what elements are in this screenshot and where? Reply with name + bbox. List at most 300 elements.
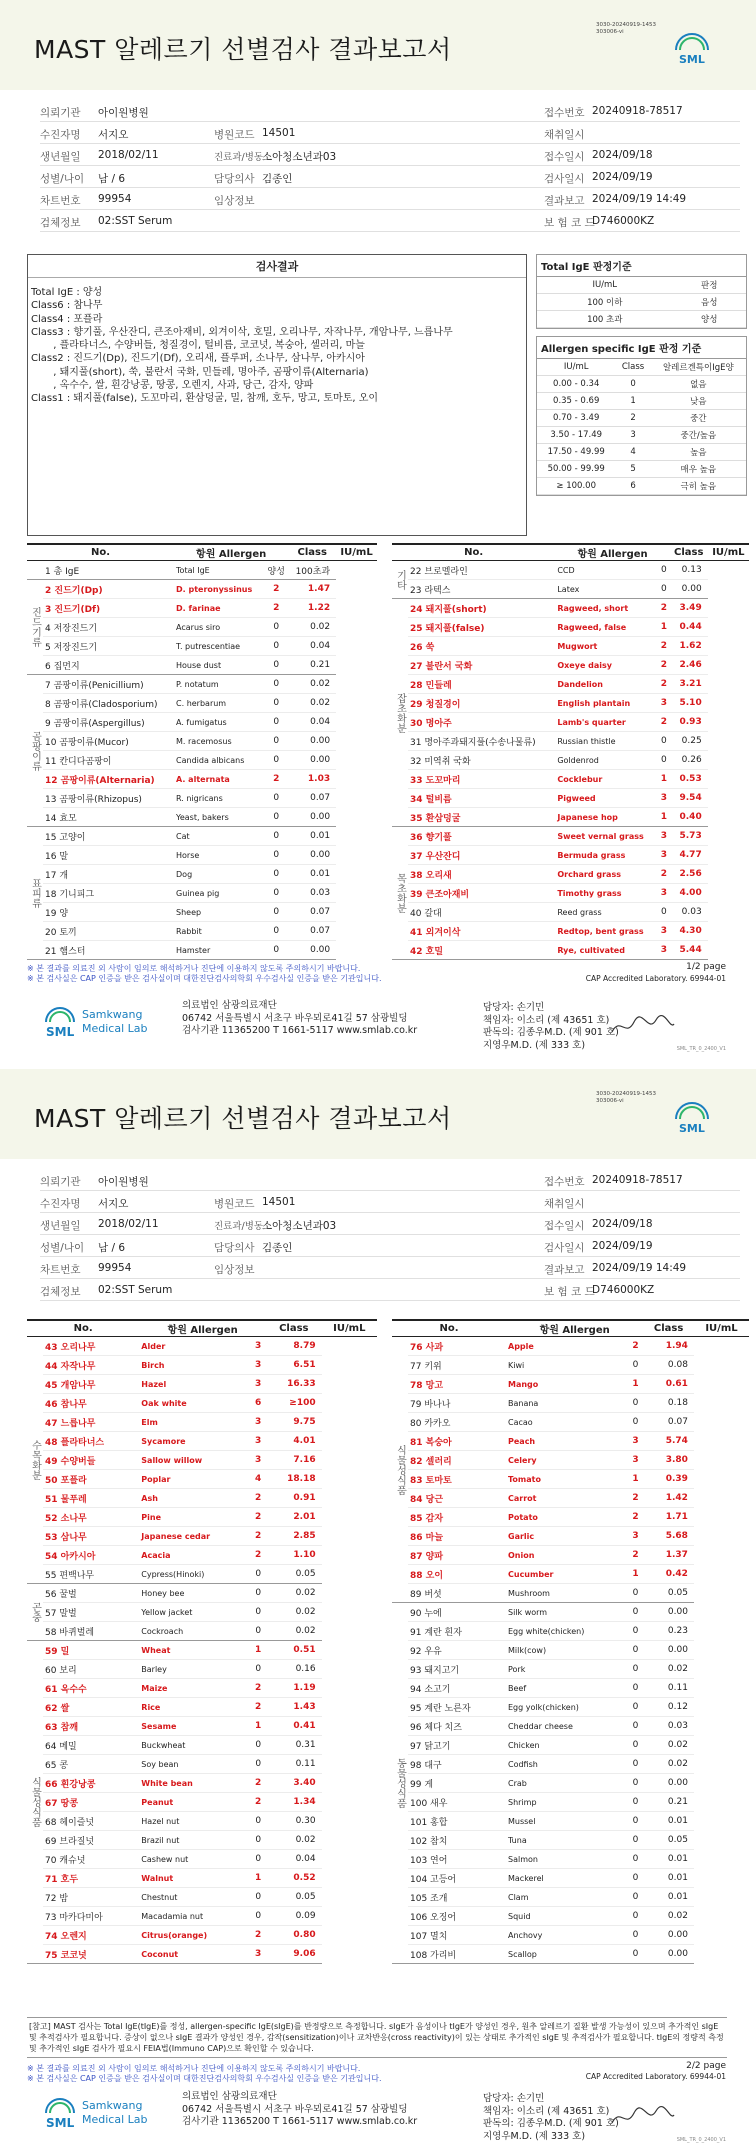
- hospital-code-value: 14501: [262, 1196, 296, 1208]
- footer-address: [182, 2091, 417, 2129]
- allergen-row: [27, 1641, 377, 1660]
- allergen-english: Codfish: [506, 1755, 628, 1774]
- allergen-class: 0: [628, 1736, 644, 1755]
- dob-value: 2018/02/11: [98, 149, 159, 161]
- allergen-name: 47 느릅나무: [43, 1413, 139, 1432]
- allergen-class: 0: [264, 618, 288, 637]
- doc-code-line: 3030-20240919-1453: [596, 22, 656, 28]
- allergen-class: 0: [264, 865, 288, 884]
- allergen-value: 0.02: [643, 1660, 694, 1679]
- footer-org: 의료법인 삼광의료재단: [182, 1000, 277, 1011]
- allergen-value: 0.03: [288, 884, 336, 903]
- allergen-value: 0.21: [288, 656, 336, 675]
- criteria-row: [537, 311, 746, 328]
- allergen-value: 0.04: [288, 713, 336, 732]
- criteria-row: [537, 376, 746, 393]
- allergen-row: [27, 694, 377, 713]
- allergen-name: 13 곰팡이류(Rhizopus): [43, 789, 174, 808]
- allergen-english: Timothy grass: [555, 884, 658, 903]
- allergen-value: 1.22: [288, 599, 336, 618]
- allergen-english: Cashew nut: [139, 1850, 250, 1869]
- allergen-value: 9.75: [266, 1413, 322, 1432]
- allergen-group: [27, 561, 43, 580]
- allergen-row: [392, 1508, 749, 1527]
- allergen-name: 5 저장진드기: [43, 637, 174, 656]
- allergen-value: 0.93: [670, 713, 708, 732]
- info-row: [40, 100, 740, 122]
- allergen-name: 54 아카시아: [43, 1546, 139, 1565]
- allergen-value: 2.01: [266, 1508, 322, 1527]
- allergen-english: Beef: [506, 1679, 628, 1698]
- allergen-row: [392, 694, 749, 713]
- allergen-english: Sallow willow: [139, 1451, 250, 1470]
- criteria-cell: 0: [615, 376, 650, 393]
- allergen-class: 0: [628, 1603, 644, 1622]
- allergen-row: [27, 1698, 377, 1717]
- allergen-value: 0.52: [266, 1869, 322, 1888]
- samkwang-logo-icon: [44, 2091, 174, 2131]
- allergen-value: 3.21: [670, 675, 708, 694]
- info-row: [40, 1169, 740, 1191]
- allergen-name: 53 삼나무: [43, 1527, 139, 1546]
- allergen-name: 76 사과: [408, 1337, 506, 1356]
- svg-text:Medical Lab: Medical Lab: [82, 2113, 148, 2126]
- svg-text:SML: SML: [679, 1122, 705, 1135]
- allergen-name: 40 갈대: [408, 903, 555, 922]
- allergen-group: 표피류: [27, 827, 43, 960]
- allergen-row: [392, 1774, 749, 1793]
- allergen-english: Sweet vernal grass: [555, 827, 658, 846]
- allergen-name: 17 개: [43, 865, 174, 884]
- allergen-class: 0: [264, 789, 288, 808]
- allergen-row: [392, 1679, 749, 1698]
- allergen-value: 0.05: [266, 1888, 322, 1907]
- allergen-row: [27, 1356, 377, 1375]
- allergen-row: [392, 1603, 749, 1622]
- allergen-row: [392, 1546, 749, 1565]
- allergen-english: Pigweed: [555, 789, 658, 808]
- allergen-class: 0: [264, 846, 288, 865]
- criteria-header: IU/mL: [537, 359, 615, 376]
- allergen-row: [27, 1679, 377, 1698]
- allergen-row: [392, 637, 749, 656]
- footer-signers: [483, 2093, 619, 2143]
- dept-value: 소아청소년과03: [262, 1220, 337, 1232]
- allergen-row: [392, 922, 749, 941]
- allergen-class: 1: [658, 770, 670, 789]
- allergen-value: 1.03: [288, 770, 336, 789]
- allergen-class: 2: [250, 1546, 266, 1565]
- allergen-group: 식물성식품: [392, 1337, 408, 1603]
- allergen-name: 66 흰강낭콩: [43, 1774, 139, 1793]
- allergen-row: [27, 1375, 377, 1394]
- allergen-english: Pine: [139, 1508, 250, 1527]
- allergen-value: 0.03: [670, 903, 708, 922]
- cap-accredited: CAP Accredited Laboratory. 69944-01: [585, 974, 726, 983]
- allergen-english: Tuna: [506, 1831, 628, 1850]
- allergen-group: 수목화분: [27, 1337, 43, 1584]
- allergen-name: 74 오렌지: [43, 1926, 139, 1945]
- info-row: [40, 1235, 740, 1257]
- allergen-english: D. farinae: [174, 599, 264, 618]
- allergen-english: House dust: [174, 656, 264, 675]
- allergen-value: 0.12: [643, 1698, 694, 1717]
- dob-value: 2018/02/11: [98, 1218, 159, 1230]
- criteria-header: 알레르겐특이IgE양: [651, 359, 746, 376]
- allergen-english: Russian thistle: [555, 732, 658, 751]
- allergen-class: 0: [628, 1907, 644, 1926]
- allergen-name: 95 계란 노른자: [408, 1698, 506, 1717]
- allergen-name: 104 고등어: [408, 1869, 506, 1888]
- allergen-english: R. nigricans: [174, 789, 264, 808]
- allergen-value: 0.23: [643, 1622, 694, 1641]
- allergen-class: 0: [264, 922, 288, 941]
- allergen-row: [392, 1660, 749, 1679]
- allergen-english: Mushroom: [506, 1584, 628, 1603]
- sex-age-value: 남 / 6: [98, 1242, 126, 1254]
- allergen-english: Wheat: [139, 1641, 250, 1660]
- allergen-class: 3: [250, 1337, 266, 1356]
- clinical-label: 임상정보: [214, 1264, 255, 1276]
- allergen-name: 69 브라질넛: [43, 1831, 139, 1850]
- allergen-english: Japanese hop: [555, 808, 658, 827]
- allergen-group: 진드기류: [27, 580, 43, 675]
- allergen-value: 0.02: [266, 1622, 322, 1641]
- allergen-row: [27, 922, 377, 941]
- allergen-english: Crab: [506, 1774, 628, 1793]
- version-code: SML_TR_0_2400_V1: [676, 1046, 726, 1052]
- chart-no-value: 99954: [98, 193, 132, 205]
- allergen-value: 0.03: [643, 1717, 694, 1736]
- allergen-row: [392, 599, 749, 618]
- allergen-row: [27, 1546, 377, 1565]
- results-body: Total IgE : 양성 Class6 : 참나무 Class4 : 포플라 Class3 : 향기풀, 우산잔디, 큰조아재비, 외겨이삭, 호밀, 오리나무, 자작나무, 개암나무, 느릅나무 , 플라타너스, 수양버들, 청질경이, 털비름, 코코넛, 복숭아, 셀러리, 마늘 Class2 : 진드기(Dp), 진드기(Df), 오리새, 플루퍼, 소나무, 삼나무, 아카시아 , 돼지풀(short), 쑥, 불란서 국화, 민들레, 명아주, 곰팡이류(Alternaria) , 옥수수, 쌀, 흰강낭콩, 땅콩, 오렌지, 사과, 당근, 감자, 양파 Class1 : 돼지풀(false), 도꼬마리, 환삼덩굴, 밀, 참깨, 호두, 망고, 토마토, 오이: [31, 287, 453, 405]
- sex-age-value: 남 / 6: [98, 173, 126, 185]
- criteria-row: [537, 444, 746, 461]
- allergen-class: 2: [264, 770, 288, 789]
- criteria-cell: ≥ 100.00: [537, 478, 615, 495]
- allergen-name: 58 바퀴벌레: [43, 1622, 139, 1641]
- allergen-class: 3: [250, 1432, 266, 1451]
- receipt-date-value: 2024/09/18: [592, 1218, 653, 1230]
- allergen-class: 6: [250, 1394, 266, 1413]
- warning-note: ※ 본 결과를 의료진 외 사람이 임의로 해석하거나 진단에 이용하지 않도록 주의하시기 바랍니다.: [27, 964, 361, 973]
- allergen-class: 0: [264, 827, 288, 846]
- allergen-english: CCD: [555, 561, 658, 580]
- allergen-english: T. putrescentiae: [174, 637, 264, 656]
- allergen-class: 0: [628, 1831, 644, 1850]
- allergen-row: [392, 561, 749, 580]
- allergen-value: 1.62: [670, 637, 708, 656]
- collect-date-label: 채취일시: [544, 1198, 585, 1210]
- allergen-row: [392, 789, 749, 808]
- allergen-class: 2: [250, 1774, 266, 1793]
- allergen-value: 0.04: [288, 637, 336, 656]
- allergen-class: 2: [628, 1489, 644, 1508]
- report-page-2: [0, 1069, 756, 2143]
- report-page-1: [0, 0, 756, 1069]
- info-row: [40, 188, 740, 210]
- svg-text:SML: SML: [46, 2116, 75, 2130]
- allergen-value: 0.61: [643, 1375, 694, 1394]
- allergen-name: 22 브로멜라인: [408, 561, 555, 580]
- allergen-row: [392, 1413, 749, 1432]
- allergen-english: Japanese cedar: [139, 1527, 250, 1546]
- svg-text:Samkwang: Samkwang: [82, 2099, 143, 2112]
- allergen-value: 9.06: [266, 1945, 322, 1964]
- allergen-value: 6.51: [266, 1356, 322, 1375]
- allergen-name: 85 감자: [408, 1508, 506, 1527]
- allergen-english: Hazel nut: [139, 1812, 250, 1831]
- criteria-cell: 중간: [651, 410, 746, 427]
- allergen-row: [27, 1337, 377, 1356]
- allergen-class: 2: [628, 1508, 644, 1527]
- allergen-row: [27, 1945, 377, 1964]
- allergen-row: [392, 884, 749, 903]
- allergen-english: Dandelion: [555, 675, 658, 694]
- allergen-name: 2 진드기(Dp): [43, 580, 174, 599]
- allergen-class: 0: [658, 903, 670, 922]
- allergen-name: 80 카카오: [408, 1413, 506, 1432]
- allergen-english: Guinea pig: [174, 884, 264, 903]
- allergen-row: [27, 1584, 377, 1603]
- doctor-label: 담당의사: [214, 1242, 255, 1254]
- chart-no-label: 차트번호: [40, 195, 81, 207]
- criteria-cell: 중간/높음: [651, 427, 746, 444]
- allergen-class: 2: [658, 656, 670, 675]
- allergen-value: 1.19: [266, 1679, 322, 1698]
- allergen-row: [27, 941, 377, 960]
- allergen-english: Onion: [506, 1546, 628, 1565]
- criteria-cell: 높음: [651, 444, 746, 461]
- allergen-class: 0: [250, 1888, 266, 1907]
- allergen-english: Carrot: [506, 1489, 628, 1508]
- allergen-english: Citrus(orange): [139, 1926, 250, 1945]
- allergen-name: 52 소나무: [43, 1508, 139, 1527]
- receipt-date-label: 접수일시: [544, 151, 585, 163]
- allergen-english: Milk(cow): [506, 1641, 628, 1660]
- allergen-english: Soy bean: [139, 1755, 250, 1774]
- allergen-name: 92 우유: [408, 1641, 506, 1660]
- warning-note: ※ 본 결과를 의료진 외 사람이 임의로 해석하거나 진단에 이용하지 않도록 주의하시기 바랍니다.: [27, 2064, 361, 2073]
- allergen-english: Egg white(chicken): [506, 1622, 628, 1641]
- allergen-english: Ragweed, short: [555, 599, 658, 618]
- allergen-class: 0: [264, 941, 288, 960]
- allergen-english: Pork: [506, 1660, 628, 1679]
- criteria-row: [537, 427, 746, 444]
- signer-line: 책임자: 이소리 (제 43651 호): [483, 2105, 610, 2117]
- allergen-table-right: [392, 1319, 749, 1964]
- allergen-row: [392, 1527, 749, 1546]
- allergen-english: Garlic: [506, 1527, 628, 1546]
- allergen-name: 83 토마토: [408, 1470, 506, 1489]
- allergen-class: 3: [658, 884, 670, 903]
- dept-label: 진료과/병동: [214, 1221, 264, 1232]
- allergen-english: Cheddar cheese: [506, 1717, 628, 1736]
- column-header: Class: [288, 544, 336, 561]
- allergen-value: 0.02: [266, 1831, 322, 1850]
- allergen-english: Barley: [139, 1660, 250, 1679]
- criteria-cell: 17.50 - 49.99: [537, 444, 615, 461]
- allergen-english: Acacia: [139, 1546, 250, 1565]
- allergen-name: 51 물푸레: [43, 1489, 139, 1508]
- allergen-row: [392, 1793, 749, 1812]
- allergen-english: Silk worm: [506, 1603, 628, 1622]
- allergen-value: 0.53: [670, 770, 708, 789]
- info-row: [40, 1213, 740, 1235]
- allergen-english: Cucumber: [506, 1565, 628, 1584]
- allergen-group: 목초화분: [392, 827, 408, 960]
- allergen-name: 44 자작나무: [43, 1356, 139, 1375]
- allergen-name: 7 곰팡이류(Penicillium): [43, 675, 174, 694]
- test-date-value: 2024/09/19: [592, 1240, 653, 1252]
- total-ige-criteria-title: Total IgE 판정기준: [537, 255, 746, 277]
- allergen-english: Salmon: [506, 1850, 628, 1869]
- allergen-value: 0.00: [288, 751, 336, 770]
- allergen-class: 0: [250, 1907, 266, 1926]
- allergen-name: 60 보리: [43, 1660, 139, 1679]
- allergen-name: 49 수양버들: [43, 1451, 139, 1470]
- collect-date-label: 채취일시: [544, 129, 585, 141]
- criteria-cell: 0.70 - 3.49: [537, 410, 615, 427]
- allergen-value: 0.00: [643, 1603, 694, 1622]
- allergen-row: [392, 808, 749, 827]
- allergen-english: Cypress(Hinoki): [139, 1565, 250, 1584]
- allergen-name: 16 말: [43, 846, 174, 865]
- allergen-class: 2: [250, 1508, 266, 1527]
- allergen-class: 0: [628, 1584, 644, 1603]
- allergen-name: 71 호두: [43, 1869, 139, 1888]
- allergen-value: 0.39: [643, 1470, 694, 1489]
- allergen-english: Chestnut: [139, 1888, 250, 1907]
- allergen-name: 67 땅콩: [43, 1793, 139, 1812]
- allergen-name: 82 셀러리: [408, 1451, 506, 1470]
- hospital-value: 아이원병원: [98, 107, 149, 119]
- doc-code: [596, 1091, 656, 1105]
- column-header: No.: [27, 544, 174, 561]
- criteria-header: 판정: [672, 277, 746, 294]
- receipt-date-label: 접수일시: [544, 1220, 585, 1232]
- cap-accredited: CAP Accredited Laboratory. 69944-01: [585, 2072, 726, 2081]
- allergen-value: 0.30: [266, 1812, 322, 1831]
- allergen-row: [392, 732, 749, 751]
- column-header: IU/mL: [336, 544, 377, 561]
- report-title: MAST 알레르기 선별검사 결과보고서: [34, 35, 452, 64]
- allergen-value: 0.05: [643, 1831, 694, 1850]
- insurance-label: 보 험 코 드: [544, 1286, 595, 1298]
- hospital-label: 의뢰기관: [40, 107, 81, 119]
- allergen-english: Ragweed, false: [555, 618, 658, 637]
- column-header: 항원 Allergen: [555, 544, 669, 561]
- allergen-english: Rice: [139, 1698, 250, 1717]
- allergen-name: 99 게: [408, 1774, 506, 1793]
- page-number: 1/2 page: [686, 962, 726, 972]
- allergen-value: 0.02: [288, 675, 336, 694]
- allergen-english: Dog: [174, 865, 264, 884]
- specimen-label: 검체정보: [40, 1286, 81, 1298]
- allergen-row: [27, 1926, 377, 1945]
- allergen-value: 7.16: [266, 1451, 322, 1470]
- version-code: SML_TR_0_2400_V1: [676, 2137, 726, 2143]
- allergen-class: 3: [250, 1451, 266, 1470]
- allergen-name: 46 참나무: [43, 1394, 139, 1413]
- allergen-english: Candida albicans: [174, 751, 264, 770]
- allergen-value: 100초과: [288, 561, 336, 580]
- allergen-class: 2: [628, 1337, 644, 1356]
- allergen-class: 1: [250, 1717, 266, 1736]
- footer-institute: 검사기관 11365200 T 1661-5117 www.smlab.co.kr: [182, 2116, 418, 2127]
- column-header: Class: [670, 544, 708, 561]
- allergen-name: 65 콩: [43, 1755, 139, 1774]
- receipt-no-value: 20240918-78517: [592, 105, 683, 117]
- allergen-class: 0: [628, 1869, 644, 1888]
- allergen-row: [392, 675, 749, 694]
- allergen-row: [27, 580, 377, 599]
- sml-logo-icon: [672, 1099, 712, 1139]
- criteria-header: Class: [615, 359, 650, 376]
- allergen-english: Buckwheat: [139, 1736, 250, 1755]
- column-header: 항원 Allergen: [506, 1320, 643, 1337]
- allergen-class: 1: [628, 1565, 644, 1584]
- allergen-name: 64 메밀: [43, 1736, 139, 1755]
- allergen-english: Yeast, bakers: [174, 808, 264, 827]
- allergen-name: 50 포플라: [43, 1470, 139, 1489]
- allergen-name: 93 돼지고기: [408, 1660, 506, 1679]
- allergen-row: [27, 770, 377, 789]
- allergen-english: Cockroach: [139, 1622, 250, 1641]
- allergen-row: [392, 1907, 749, 1926]
- allergen-value: 1.37: [643, 1546, 694, 1565]
- allergen-class: 0: [628, 1413, 644, 1432]
- allergen-row: [27, 789, 377, 808]
- criteria-cell: 2: [615, 410, 650, 427]
- svg-text:Medical Lab: Medical Lab: [82, 1022, 148, 1035]
- allergen-class: 4: [250, 1470, 266, 1489]
- allergen-value: 0.11: [643, 1679, 694, 1698]
- allergen-value: 3.80: [643, 1451, 694, 1470]
- allergen-english: Celery: [506, 1451, 628, 1470]
- allergen-name: 42 호밀: [408, 941, 555, 960]
- allergen-english: A. fumigatus: [174, 713, 264, 732]
- allergen-class: 0: [250, 1660, 266, 1679]
- allergen-english: Bermuda grass: [555, 846, 658, 865]
- allergen-row: [392, 1337, 749, 1356]
- info-row: [40, 1191, 740, 1213]
- allergen-class: 3: [250, 1413, 266, 1432]
- allergen-class: 0: [264, 637, 288, 656]
- allergen-english: Mackerel: [506, 1869, 628, 1888]
- allergen-class: 0: [250, 1603, 266, 1622]
- allergen-english: Acarus siro: [174, 618, 264, 637]
- allergen-english: P. notatum: [174, 675, 264, 694]
- criteria-cell: 3.50 - 17.49: [537, 427, 615, 444]
- allergen-row: [392, 1356, 749, 1375]
- patient-label: 수진자명: [40, 129, 81, 141]
- criteria-cell: 없음: [651, 376, 746, 393]
- criteria-cell: 1: [615, 393, 650, 410]
- allergen-row: [27, 618, 377, 637]
- test-date-value: 2024/09/19: [592, 171, 653, 183]
- allergen-row: [27, 1793, 377, 1812]
- doc-code: [596, 22, 656, 36]
- allergen-row: [392, 1565, 749, 1584]
- allergen-name: 45 개암나무: [43, 1375, 139, 1394]
- report-header: [0, 1069, 756, 1159]
- allergen-english: Coconut: [139, 1945, 250, 1964]
- allergen-value: 1.42: [643, 1489, 694, 1508]
- allergen-row: [27, 1527, 377, 1546]
- allergen-value: 0.80: [266, 1926, 322, 1945]
